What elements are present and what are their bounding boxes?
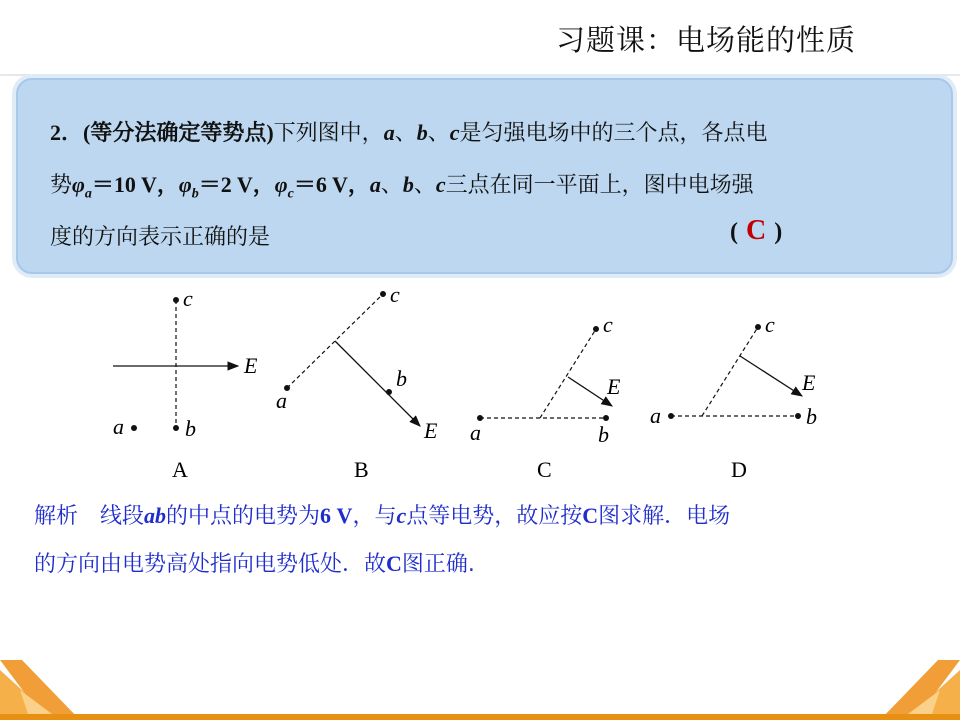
analysis-line-1: 解析 线段ab的中点的电势为6 V，与c点等电势，故应按C图求解．电场 [34, 503, 731, 529]
label-c: c [183, 286, 193, 311]
label-e: E [424, 418, 438, 443]
point-c [755, 324, 761, 330]
point-b [795, 413, 801, 419]
question-line-2: 势$\varphi_a=10$ V，$\varphi_b=2$ V，$\varphi_c=6$ V，a、b、c三点在同一平面上，图中电场强 [50, 172, 754, 202]
point-b [603, 415, 609, 421]
field-arrow-e [335, 341, 420, 426]
decor-left-triangles [0, 660, 110, 720]
electric-field-diagrams [0, 280, 960, 490]
diagram-d [650, 312, 817, 482]
label-e: E [802, 370, 816, 395]
diagram-label-a: A [172, 457, 188, 482]
point-c [593, 326, 599, 332]
label-a: a [113, 414, 124, 439]
analysis-line-2: 的方向由电势高处指向电势低处．故C图正确. [34, 551, 475, 577]
answer-letter: C [746, 215, 767, 246]
analysis-label: 解析 [34, 504, 79, 529]
dashed-line-point-c [702, 327, 758, 416]
page-title: 习题课：电场能的性质 [556, 23, 857, 57]
label-a: a [470, 420, 481, 445]
point-c [173, 297, 179, 303]
label-e: E [607, 374, 621, 399]
diagram-c [470, 312, 621, 482]
diagram-label-c: C [537, 457, 552, 482]
answer-bracket: ( C ) [730, 215, 783, 246]
label-c: c [390, 282, 400, 307]
decor-right-triangles [850, 660, 960, 720]
question-line-1: 2．(等分法确定等势点)下列图中，a、b、c是匀强电场中的三个点，各点电 [50, 120, 768, 146]
diagram-b [276, 282, 438, 482]
point-a [131, 425, 137, 431]
question-box [16, 78, 953, 274]
field-arrow-e [740, 356, 802, 396]
label-b: b [598, 422, 609, 447]
label-c: c [603, 312, 613, 337]
diagram-a [113, 286, 258, 482]
point-b [173, 425, 179, 431]
question-topic: (等分法确定等势点) [83, 120, 274, 145]
point-b [386, 389, 392, 395]
diagram-label-b: B [354, 457, 369, 482]
dashed-line-midpoint-c [540, 329, 596, 418]
label-a: a [276, 388, 287, 413]
label-b: b [806, 404, 817, 429]
bottom-accent-bar [0, 714, 960, 720]
point-a [668, 413, 674, 419]
label-b: b [185, 416, 196, 441]
diagram-label-d: D [731, 457, 747, 482]
field-arrow-e [568, 377, 612, 406]
label-b: b [396, 366, 407, 391]
label-e: E [244, 353, 258, 378]
question-line-3: 度的方向表示正确的是 [50, 225, 271, 250]
label-a: a [650, 403, 661, 428]
point-c [380, 291, 386, 297]
label-c: c [765, 312, 775, 337]
question-number: 2． [50, 120, 84, 145]
title-divider [0, 74, 960, 76]
